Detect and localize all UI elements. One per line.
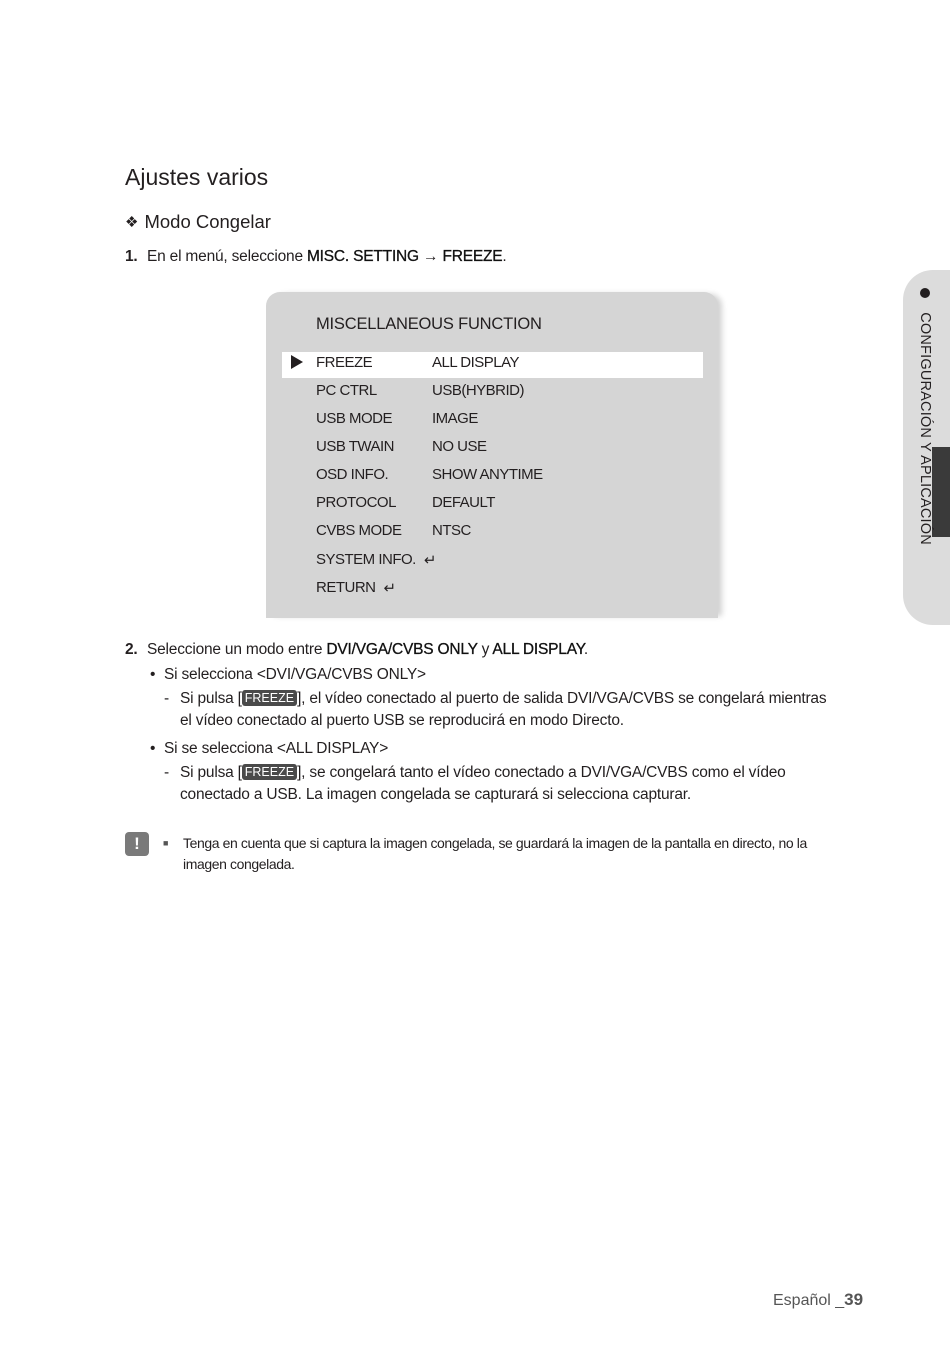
bullet-1-dash-pre: Si pulsa [: [180, 690, 242, 707]
step-2-end: .: [583, 641, 588, 658]
note-warning-icon: !: [125, 832, 149, 856]
step-2-mid: y: [477, 641, 493, 658]
bullet-2-dash-pre: Si pulsa [: [180, 764, 242, 781]
osd-row-value: SHOW ANYTIME: [432, 466, 543, 483]
dot-icon: [920, 288, 930, 298]
enter-icon: ↵: [423, 552, 436, 569]
osd-row-label: PC CTRL: [316, 382, 377, 399]
step-1-text: En el menú, seleccione: [147, 248, 307, 265]
dash-icon: -: [164, 690, 169, 707]
step-1-number: 1.: [125, 248, 138, 265]
chapter-side-tab-label: [917, 288, 933, 545]
osd-row-label: CVBS MODE: [316, 522, 402, 539]
osd-row-value: NO USE: [432, 438, 487, 455]
osd-row-label: [316, 578, 396, 596]
osd-row-label-text: RETURN: [316, 579, 376, 596]
chapter-side-tab-marker: [932, 447, 950, 537]
osd-row-label: FREEZE: [316, 354, 373, 371]
bullet-1: • Si selecciona <DVI/VGA/CVBS ONLY>: [164, 666, 426, 684]
step-1-target: FREEZE: [442, 248, 503, 265]
osd-row-label: USB TWAIN: [316, 438, 395, 455]
bullet-2-dash-post: ], se congelará tanto el vídeo conectado a DVI/VGA/CVBS como el vídeo: [297, 764, 786, 781]
bullet-1-dash-line-2: el vídeo conectado al puerto USB se reproducirá en modo Directo.: [180, 712, 624, 729]
footer-language: Español _: [773, 1292, 845, 1309]
osd-row-value: DEFAULT: [432, 494, 495, 511]
step-2-option-1: DVI/VGA/CVBS ONLY: [326, 641, 478, 658]
osd-menu: [266, 292, 718, 618]
step-1-end: .: [502, 248, 507, 265]
step-1-menu: MISC. SETTING: [306, 248, 419, 265]
freeze-key-badge: FREEZE: [242, 764, 297, 780]
bullet-1-dash-post: ], el vídeo conectado al puerto de salida DVI/VGA/CVBS se congelará mientras: [297, 690, 827, 707]
page-number: 39: [844, 1290, 864, 1309]
section-title: Ajustes varios: [125, 164, 269, 190]
osd-row-label-text: SYSTEM INFO.: [316, 551, 416, 568]
osd-title: MISCELLANEOUS FUNCTION: [316, 315, 542, 333]
cursor-triangle-icon: [291, 355, 303, 369]
bullet-2: • Si se selecciona <ALL DISPLAY>: [164, 740, 388, 758]
sub-title-text: Modo Congelar: [144, 211, 271, 232]
step-2-text: Seleccione un modo entre: [147, 641, 327, 658]
step-2-option-2: ALL DISPLAY: [492, 641, 584, 658]
step-1: [125, 248, 507, 266]
osd-row-label: USB MODE: [316, 410, 393, 427]
osd-row-label: PROTOCOL: [316, 494, 396, 511]
page-footer: [773, 1290, 863, 1310]
freeze-key-badge: FREEZE: [242, 690, 297, 706]
enter-icon: ↵: [383, 580, 396, 597]
sub-title: [125, 211, 271, 233]
bullet-2-dash-line-2: conectado a USB. La imagen congelada se capturará si selecciona capturar.: [180, 786, 692, 803]
dash-icon: -: [164, 764, 169, 781]
arrow-right-icon: →: [423, 248, 439, 265]
osd-row-value: IMAGE: [432, 410, 478, 427]
osd-row-value: USB(HYBRID): [432, 382, 525, 399]
note-line-2: imagen congelada.: [183, 856, 295, 872]
square-bullet-icon: ■: [163, 838, 169, 848]
bullet-1-dash-line-1: [180, 690, 826, 708]
chapter-side-tab-text: CONFIGURACIÓN Y APLICACIÓN: [917, 312, 933, 545]
step-2: [125, 641, 588, 659]
osd-row-label: OSD INFO.: [316, 466, 389, 483]
diamond-bullet-icon: ❖: [125, 214, 139, 231]
osd-row-label: [316, 550, 436, 568]
osd-row-value: ALL DISPLAY: [432, 354, 520, 371]
bullet-2-dash-line-1: [180, 764, 786, 782]
note: [163, 833, 863, 875]
osd-row-value: NTSC: [432, 522, 471, 539]
note-line-1: Tenga en cuenta que si captura la imagen congelada, se guardará la imagen de la pantalla en directo, no la: [183, 835, 807, 851]
step-2-number: 2.: [125, 641, 138, 658]
